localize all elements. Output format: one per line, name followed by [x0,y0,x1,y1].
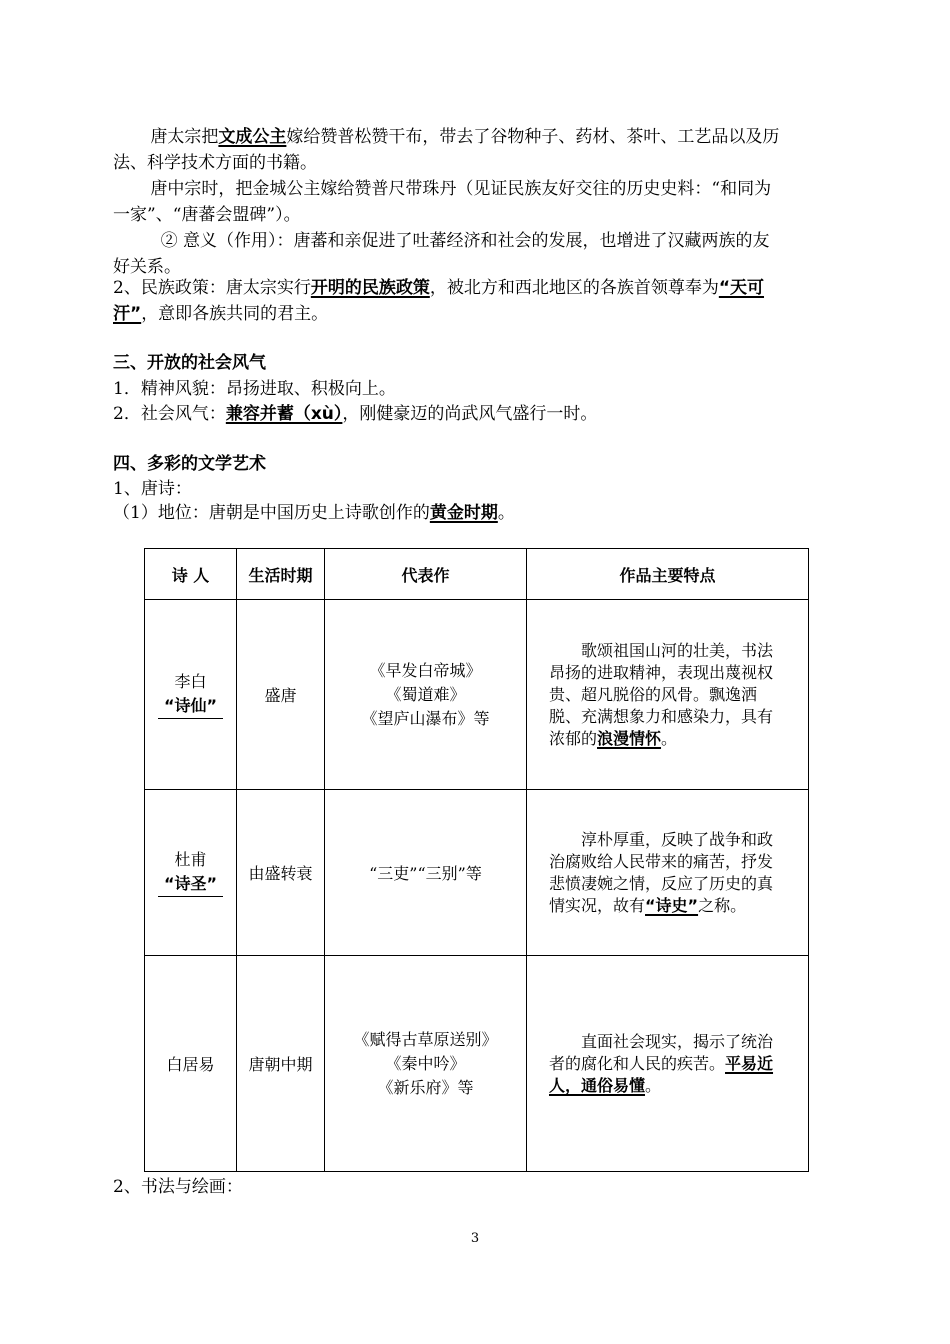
header-features: 作品主要特点 [527,549,809,600]
paragraph-significance: ② 意义（作用）：唐蕃和亲促进了吐蕃经济和社会的发展，也增进了汉藏两族的友 好关系。 [113,231,770,277]
period-cell: 盛唐 [237,600,325,790]
list-item-social-style: 2．社会风气：兼容并蓄（xù），刚健豪迈的尚武风气盛行一时。 [113,404,598,424]
header-works: 代表作 [325,549,527,600]
period-cell: 唐朝中期 [237,956,325,1172]
works-cell: 《早发白帝城》 《蜀道难》 《望庐山瀑布》等 [325,600,527,790]
keyword-open-policy: 开明的民族政策 [310,278,430,298]
subsection-calligraphy-painting: 2、书法与绘画： [113,1177,243,1197]
features-cell: 直面社会现实，揭示了统治者的腐化和人民的疾苦。平易近人，通俗易懂。 [527,956,809,1172]
keyword-golden-age: 黄金时期 [429,503,498,523]
table-header-row [145,549,809,600]
poet-cell: 白居易 [145,956,237,1172]
keyword-jianrong: 兼容并蓄（xù） [225,404,343,424]
keyword-wencheng: 文成公主 [218,127,287,147]
table-row [145,790,809,956]
poet-nickname: “诗圣” [158,872,223,897]
page-number: 3 [470,1231,480,1246]
table-row [145,600,809,790]
header-period: 生活时期 [237,549,325,600]
paragraph-ethnic-policy: 2、民族政策：唐太宗实行开明的民族政策，被北方和西北地区的各族首领尊奉为“天可 汗”，意即各族共同的君主。 [113,278,765,324]
keyword-tiankehan: “天可 [718,278,765,298]
section-title-literature-art: 四、多彩的文学艺术 [113,454,266,474]
poet-nickname: “诗仙” [158,694,223,719]
poets-table [144,548,809,1172]
header-poet: 诗 人 [145,549,237,600]
paragraph-jincheng: 唐中宗时，把金城公主嫁给赞普尺带珠丹（见证民族友好交往的历史史料：“和同为 一家”、“唐蕃会盟碑”）。 [113,179,772,225]
table-row [145,956,809,1172]
features-cell: 淳朴厚重，反映了战争和政治腐败给人民带来的痛苦，抒发悲愤凄婉之情，反应了历史的真情实况，故有“诗史”之称。 [527,790,809,956]
list-item-spirit: 1．精神风貌：昂扬进取、积极向上。 [113,379,396,399]
subsection-tang-poetry: 1、唐诗： [113,479,192,499]
section-title-social-atmosphere: 三、开放的社会风气 [113,353,266,373]
poet-cell: 李白 “诗仙” [145,600,237,790]
poet-cell: 杜甫 “诗圣” [145,790,237,956]
poetry-status: （1）地位：唐朝是中国历史上诗歌创作的黄金时期。 [113,503,515,523]
paragraph-wencheng: 唐太宗把文成公主嫁给赞普松赞干布，带去了谷物种子、药材、茶叶、工艺品以及历 法、科学技术方面的书籍。 [113,127,780,173]
features-cell: 歌颂祖国山河的壮美，书法昂扬的进取精神，表现出蔑视权贵、超凡脱俗的风骨。飘逸洒脱、充满想象力和感染力，具有浓郁的浪漫情怀。 [527,600,809,790]
period-cell: 由盛转衰 [237,790,325,956]
works-cell: 《赋得古草原送别》 《秦中吟》 《新乐府》等 [325,956,527,1172]
works-cell: “三吏”“三别”等 [325,790,527,956]
